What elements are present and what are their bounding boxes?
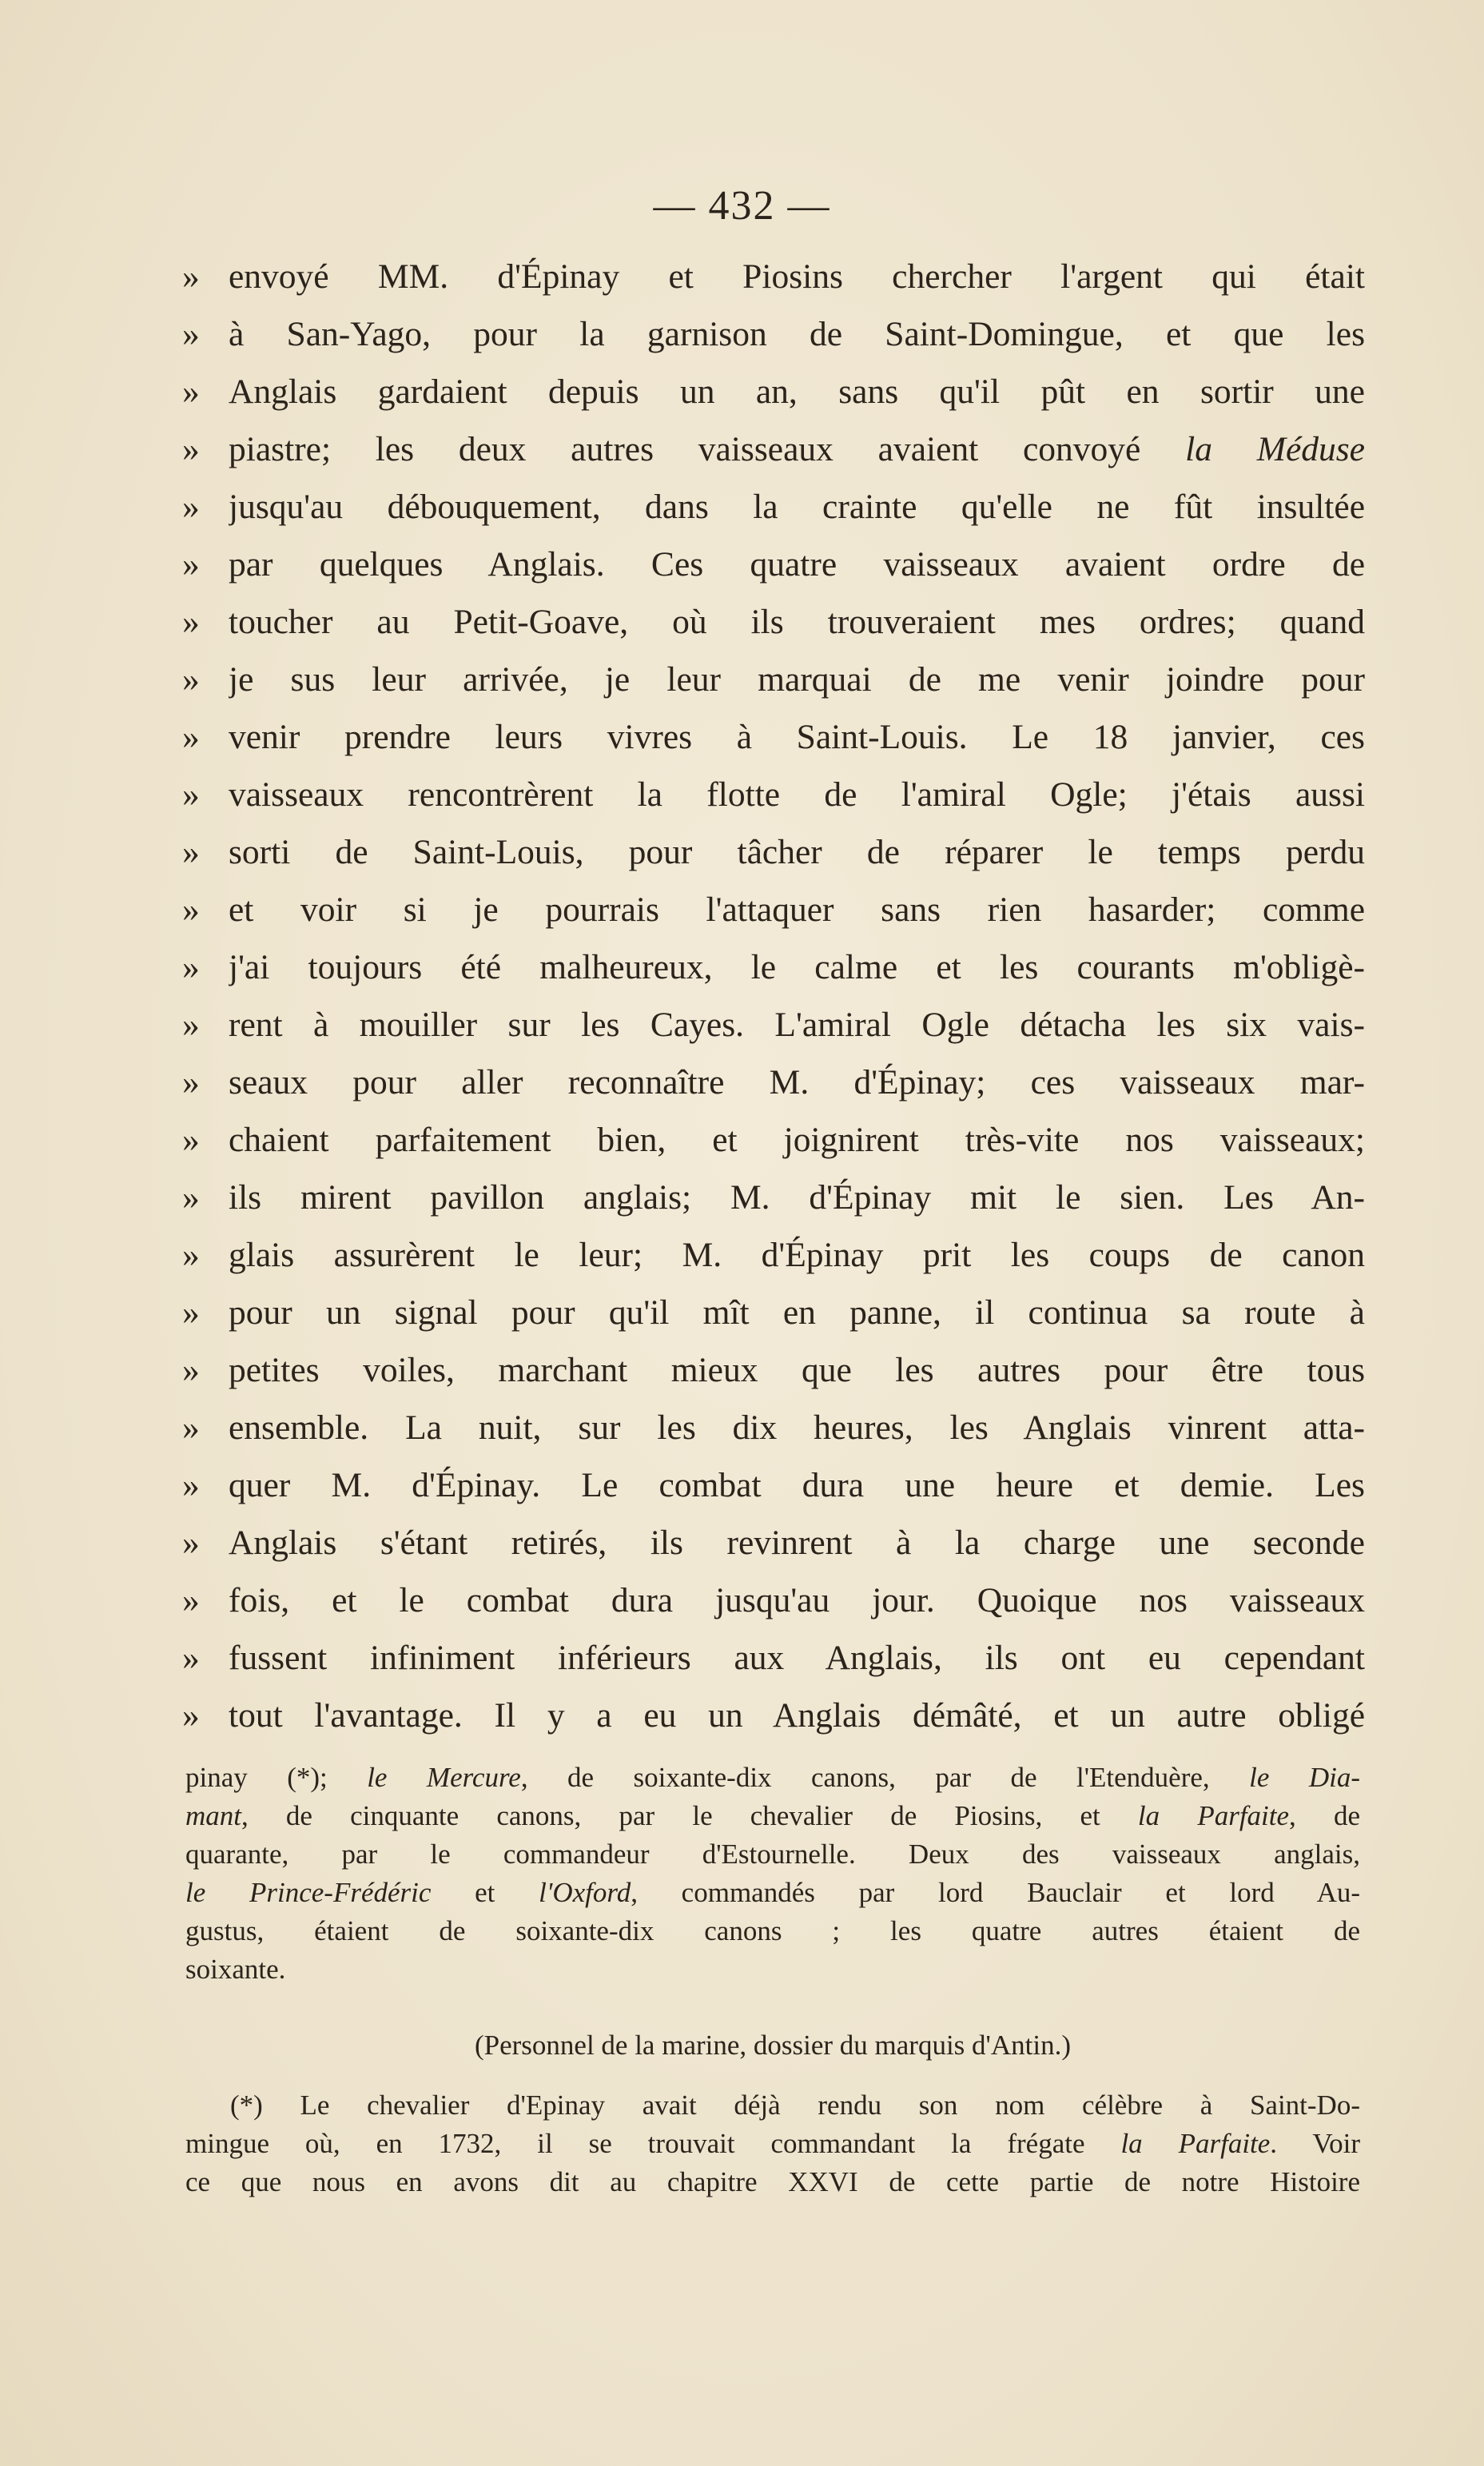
text-line xyxy=(182,766,1365,823)
line-text: pour un signal pour qu'il mît en panne, il continua sa route à xyxy=(229,1293,1365,1332)
text-line xyxy=(182,708,1365,766)
quote-mark: » xyxy=(182,1351,200,1389)
quote-mark: » xyxy=(182,372,200,411)
text-line xyxy=(182,938,1365,996)
quote-mark: » xyxy=(182,1581,200,1619)
footnote-line: ce que nous en avons dit au chapitre XXVI de cette partie de notre Histoire xyxy=(185,2166,1360,2197)
text-line xyxy=(182,1629,1365,1687)
quote-mark: » xyxy=(182,315,200,353)
text-line xyxy=(182,305,1365,363)
line-text: ensemble. La nuit, sur les dix heures, les Anglais vinrent atta- xyxy=(229,1408,1365,1447)
quote-mark: » xyxy=(182,1639,200,1677)
footnote-line: pinay (*); le Mercure, de soixante-dix canons, par de l'Etenduère, le Dia- xyxy=(185,1762,1360,1793)
footnote-continuation xyxy=(185,1759,1360,1989)
quote-mark: » xyxy=(182,1524,200,1562)
text-line xyxy=(182,651,1365,708)
line-text: je sus leur arrivée, je leur marquai de me venir joindre pour xyxy=(229,660,1365,699)
quote-mark: » xyxy=(182,603,200,641)
quote-mark: » xyxy=(182,948,200,986)
quote-mark: » xyxy=(182,488,200,526)
line-text: ils mirent pavillon anglais; M. d'Épinay mit le sien. Les An- xyxy=(229,1178,1365,1217)
line-text: piastre; les deux autres vaisseaux avaient convoyé la Méduse xyxy=(229,430,1365,468)
quote-mark: » xyxy=(182,890,200,929)
quote-mark: » xyxy=(182,833,200,871)
line-text: venir prendre leurs vivres à Saint-Louis. Le 18 janvier, ces xyxy=(229,718,1365,756)
line-text: tout l'avantage. Il y a eu un Anglais démâté, et un autre obligé xyxy=(229,1696,1365,1735)
line-text: Anglais s'étant retirés, ils revinrent à la charge une seconde xyxy=(229,1524,1365,1562)
footnote-asterisk xyxy=(185,2086,1360,2201)
text-line xyxy=(182,1169,1365,1226)
text-line xyxy=(182,536,1365,593)
text-line xyxy=(182,1456,1365,1514)
footnote-line: mant, de cinquante canons, par le chevalier de Piosins, et la Parfaite, de xyxy=(185,1800,1360,1831)
text-line xyxy=(182,1226,1365,1284)
quote-mark: » xyxy=(182,1121,200,1159)
text-line xyxy=(182,1111,1365,1169)
line-text: quer M. d'Épinay. Le combat dura une heure et demie. Les xyxy=(229,1466,1365,1504)
line-text: à San-Yago, pour la garnison de Saint-Domingue, et que les xyxy=(229,315,1365,353)
text-line xyxy=(182,593,1365,651)
line-text: petites voiles, marchant mieux que les autres pour être tous xyxy=(229,1351,1365,1389)
quote-mark: » xyxy=(182,660,200,699)
text-line xyxy=(182,881,1365,938)
footnote-line: (*) Le chevalier d'Epinay avait déjà rendu son nom célèbre à Saint-Do- xyxy=(230,2090,1360,2121)
quote-mark: » xyxy=(182,718,200,756)
quote-mark: » xyxy=(182,430,200,468)
quote-mark: » xyxy=(182,775,200,814)
line-text: jusqu'au débouquement, dans la crainte qu'elle ne fût insultée xyxy=(229,488,1365,526)
text-line xyxy=(182,1284,1365,1341)
text-line xyxy=(182,996,1365,1054)
line-text: et voir si je pourrais l'attaquer sans rien hasarder; comme xyxy=(229,890,1365,929)
quote-mark: » xyxy=(182,545,200,584)
text-line xyxy=(182,1514,1365,1572)
line-text: seaux pour aller reconnaître M. d'Épinay; ces vaisseaux mar- xyxy=(229,1063,1365,1102)
line-text: rent à mouiller sur les Cayes. L'amiral Ogle détacha les six vais- xyxy=(229,1006,1365,1044)
quote-mark: » xyxy=(182,1063,200,1102)
line-text: par quelques Anglais. Ces quatre vaisseaux avaient ordre de xyxy=(229,545,1365,584)
quote-mark: » xyxy=(182,257,200,296)
text-line xyxy=(182,1687,1365,1744)
text-line xyxy=(182,363,1365,420)
line-text: Anglais gardaient depuis un an, sans qu'il pût en sortir une xyxy=(229,372,1365,411)
footnote-line: gustus, étaient de soixante-dix canons ; les quatre autres étaient de xyxy=(185,1915,1360,1946)
line-text: fois, et le combat dura jusqu'au jour. Quoique nos vaisseaux xyxy=(229,1581,1365,1619)
source-note: (Personnel de la marine, dossier du marquis d'Antin.) xyxy=(474,2030,1071,2061)
quote-mark: » xyxy=(182,1293,200,1332)
quote-mark: » xyxy=(182,1696,200,1735)
text-line xyxy=(182,1054,1365,1111)
text-line xyxy=(182,823,1365,881)
line-text: chaient parfaitement bien, et joignirent très-vite nos vaisseaux; xyxy=(229,1121,1365,1159)
line-text: envoyé MM. d'Épinay et Piosins chercher l'argent qui était xyxy=(229,257,1365,296)
quote-mark: » xyxy=(182,1466,200,1504)
footnote-line: le Prince-Frédéric et l'Oxford, commandés par lord Bauclair et lord Au- xyxy=(185,1877,1360,1908)
footnote-line: quarante, par le commandeur d'Estournelle. Deux des vaisseaux anglais, xyxy=(185,1839,1360,1870)
page-number: — 432 — xyxy=(653,183,831,229)
line-text: j'ai toujours été malheureux, le calme et les courants m'obligè- xyxy=(229,948,1365,986)
text-line xyxy=(182,1399,1365,1456)
text-line xyxy=(182,1341,1365,1399)
quote-mark: » xyxy=(182,1178,200,1217)
line-text: glais assurèrent le leur; M. d'Épinay prit les coups de canon xyxy=(229,1236,1365,1274)
text-line xyxy=(182,420,1365,478)
quote-mark: » xyxy=(182,1408,200,1447)
quote-mark: » xyxy=(182,1006,200,1044)
line-text: vaisseaux rencontrèrent la flotte de l'amiral Ogle; j'étais aussi xyxy=(229,775,1365,814)
footnote-line: mingue où, en 1732, il se trouvait commandant la frégate la Parfaite. Voir xyxy=(185,2128,1360,2159)
line-text: toucher au Petit-Goave, où ils trouveraient mes ordres; quand xyxy=(229,603,1365,641)
footnote-line: soixante. xyxy=(185,1954,286,1985)
text-line xyxy=(182,478,1365,536)
line-text: fussent infiniment inférieurs aux Anglais, ils ont eu cependant xyxy=(229,1639,1365,1677)
text-line xyxy=(182,248,1365,305)
text-line xyxy=(182,1572,1365,1629)
main-text xyxy=(182,248,1365,1744)
quote-mark: » xyxy=(182,1236,200,1274)
line-text: sorti de Saint-Louis, pour tâcher de réparer le temps perdu xyxy=(229,833,1365,871)
